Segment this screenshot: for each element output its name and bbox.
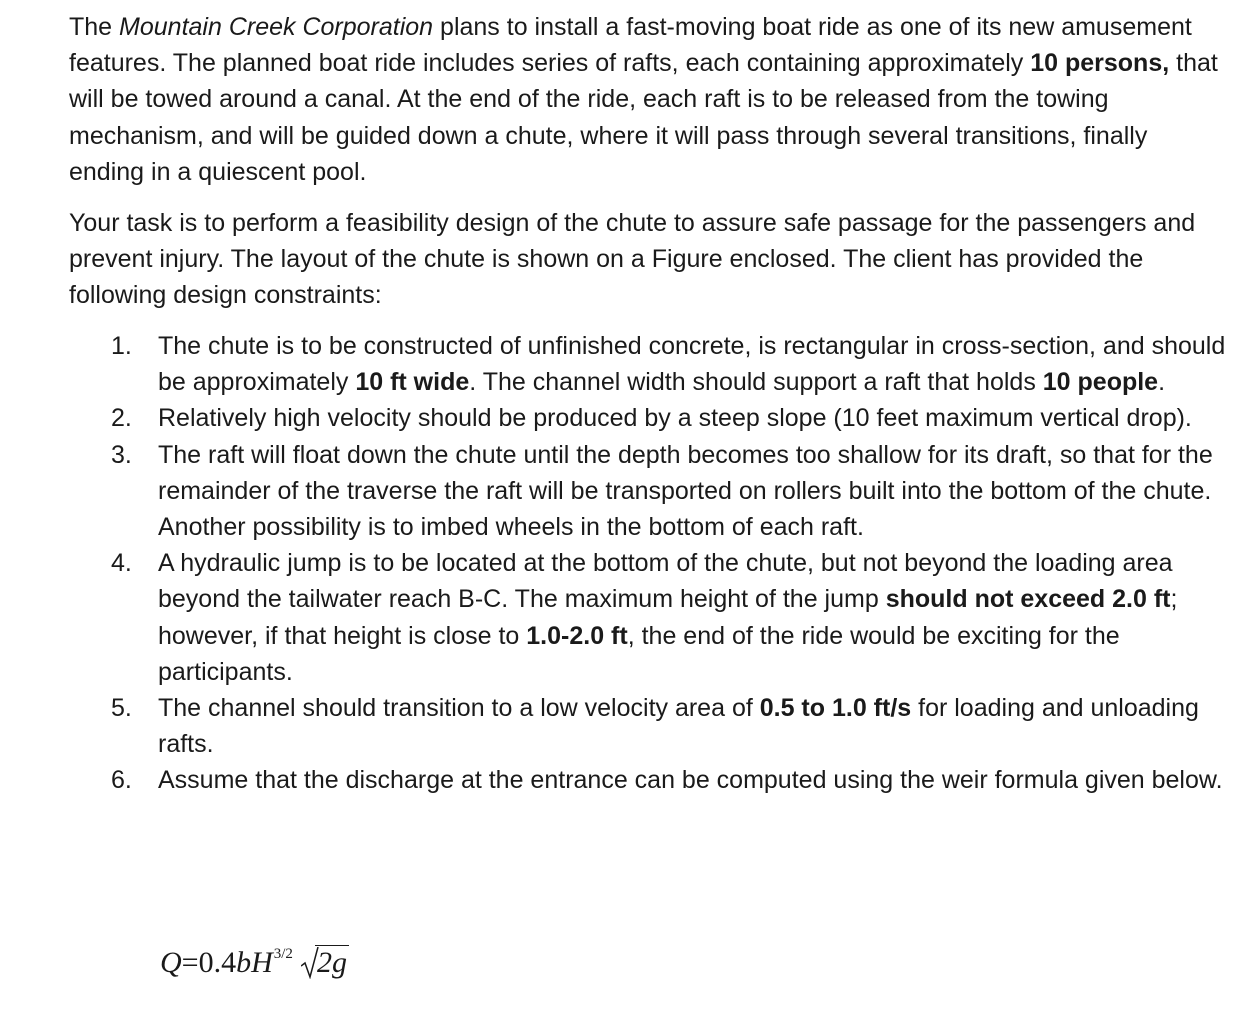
item-text-c: for loading and unloading rafts. xyxy=(158,694,1199,759)
list-item-text: Assume that the discharge at the entrance can be computed using the weir formula given below. xyxy=(158,766,1223,795)
list-item-text: The raft will float down the chute until the depth becomes too shallow for its draft, so that for the remainder of the traverse the raft will be transported on rollers built into the bottom of the chute. Another possibility is to imbed wheels in the bottom of each raft. xyxy=(158,440,1213,542)
list-item xyxy=(0,762,1244,798)
formula-coefficient: 0.4 xyxy=(198,946,237,979)
intro-text-1: The xyxy=(69,13,120,41)
item-text-a: A hydraulic jump is to be located at the bottom of the chute, but not beyond the loading area beyond the tailwater reach B-C. The maximum height of the jump xyxy=(158,549,1173,614)
list-number: 5. xyxy=(111,694,132,723)
formula-q: Q xyxy=(160,946,182,979)
list-number: 2. xyxy=(111,404,132,433)
formula-b: b xyxy=(236,946,252,979)
jump-limit-emphasis: should not exceed 2.0 ft xyxy=(885,585,1171,614)
list-number: 4. xyxy=(111,549,132,578)
persons-emphasis: 10 persons, xyxy=(1030,49,1170,78)
item-text-d: , the end of the ride would be exciting for the participants. xyxy=(158,621,1120,686)
formula-exponent: 3/2 xyxy=(273,946,293,962)
constraints-list xyxy=(0,328,1244,799)
list-number: 6. xyxy=(111,766,132,795)
item-text-c: ; however, if that height is close to xyxy=(158,585,1178,650)
item-text-a: The channel should transition to a low velocity area of xyxy=(158,694,760,723)
intro-text-2: plans to install a fast-moving boat ride as one of its new amusement features. The planned boat ride includes series of rafts, each containing approximately xyxy=(69,13,1192,78)
list-item xyxy=(0,690,1244,762)
people-emphasis: 10 people xyxy=(1042,368,1159,397)
list-item xyxy=(0,400,1244,436)
formula-equals: = xyxy=(181,946,199,979)
company-name: Mountain Creek Corporation xyxy=(119,13,434,41)
formula-h: H xyxy=(251,946,273,979)
weir-formula xyxy=(160,945,349,980)
list-item-text xyxy=(158,690,1228,762)
radical-sign-icon xyxy=(301,947,319,979)
formula-sqrt xyxy=(301,945,349,980)
item-text-c: . The channel width should support a raft that holds xyxy=(469,368,1043,397)
list-item xyxy=(0,545,1244,690)
list-item xyxy=(0,328,1244,400)
velocity-emphasis: 0.5 to 1.0 ft/s xyxy=(759,694,912,723)
list-number: 3. xyxy=(111,440,132,469)
list-item-text xyxy=(158,328,1228,400)
intro-text-3: that will be towed around a canal. At the end of the ride, each raft is to be released from the towing mechanism, and will be guided down a chute, where it will pass through several transitions, finally ending in a quiescent pool. xyxy=(69,49,1218,186)
jump-range-emphasis: 1.0-2.0 ft xyxy=(526,621,628,650)
width-emphasis: 10 ft wide xyxy=(355,368,470,397)
list-item xyxy=(0,437,1244,546)
item-text-d: . xyxy=(1158,368,1166,397)
intro-paragraph xyxy=(69,9,1229,190)
formula-radicand: 2g xyxy=(316,946,347,979)
task-paragraph: Your task is to perform a feasibility design of the chute to assure safe passage for the passengers and prevent injury. The layout of the chute is shown on a Figure enclosed. The client has provided the following design constraints: xyxy=(69,209,1196,310)
item-text-a: The chute is to be constructed of unfinished concrete, is rectangular in cross-section, and should be approximately xyxy=(158,332,1226,397)
list-number: 1. xyxy=(111,332,132,360)
list-item-text xyxy=(158,545,1228,690)
list-item-text: Relatively high velocity should be produced by a steep slope (10 feet maximum vertical drop). xyxy=(158,404,1192,433)
